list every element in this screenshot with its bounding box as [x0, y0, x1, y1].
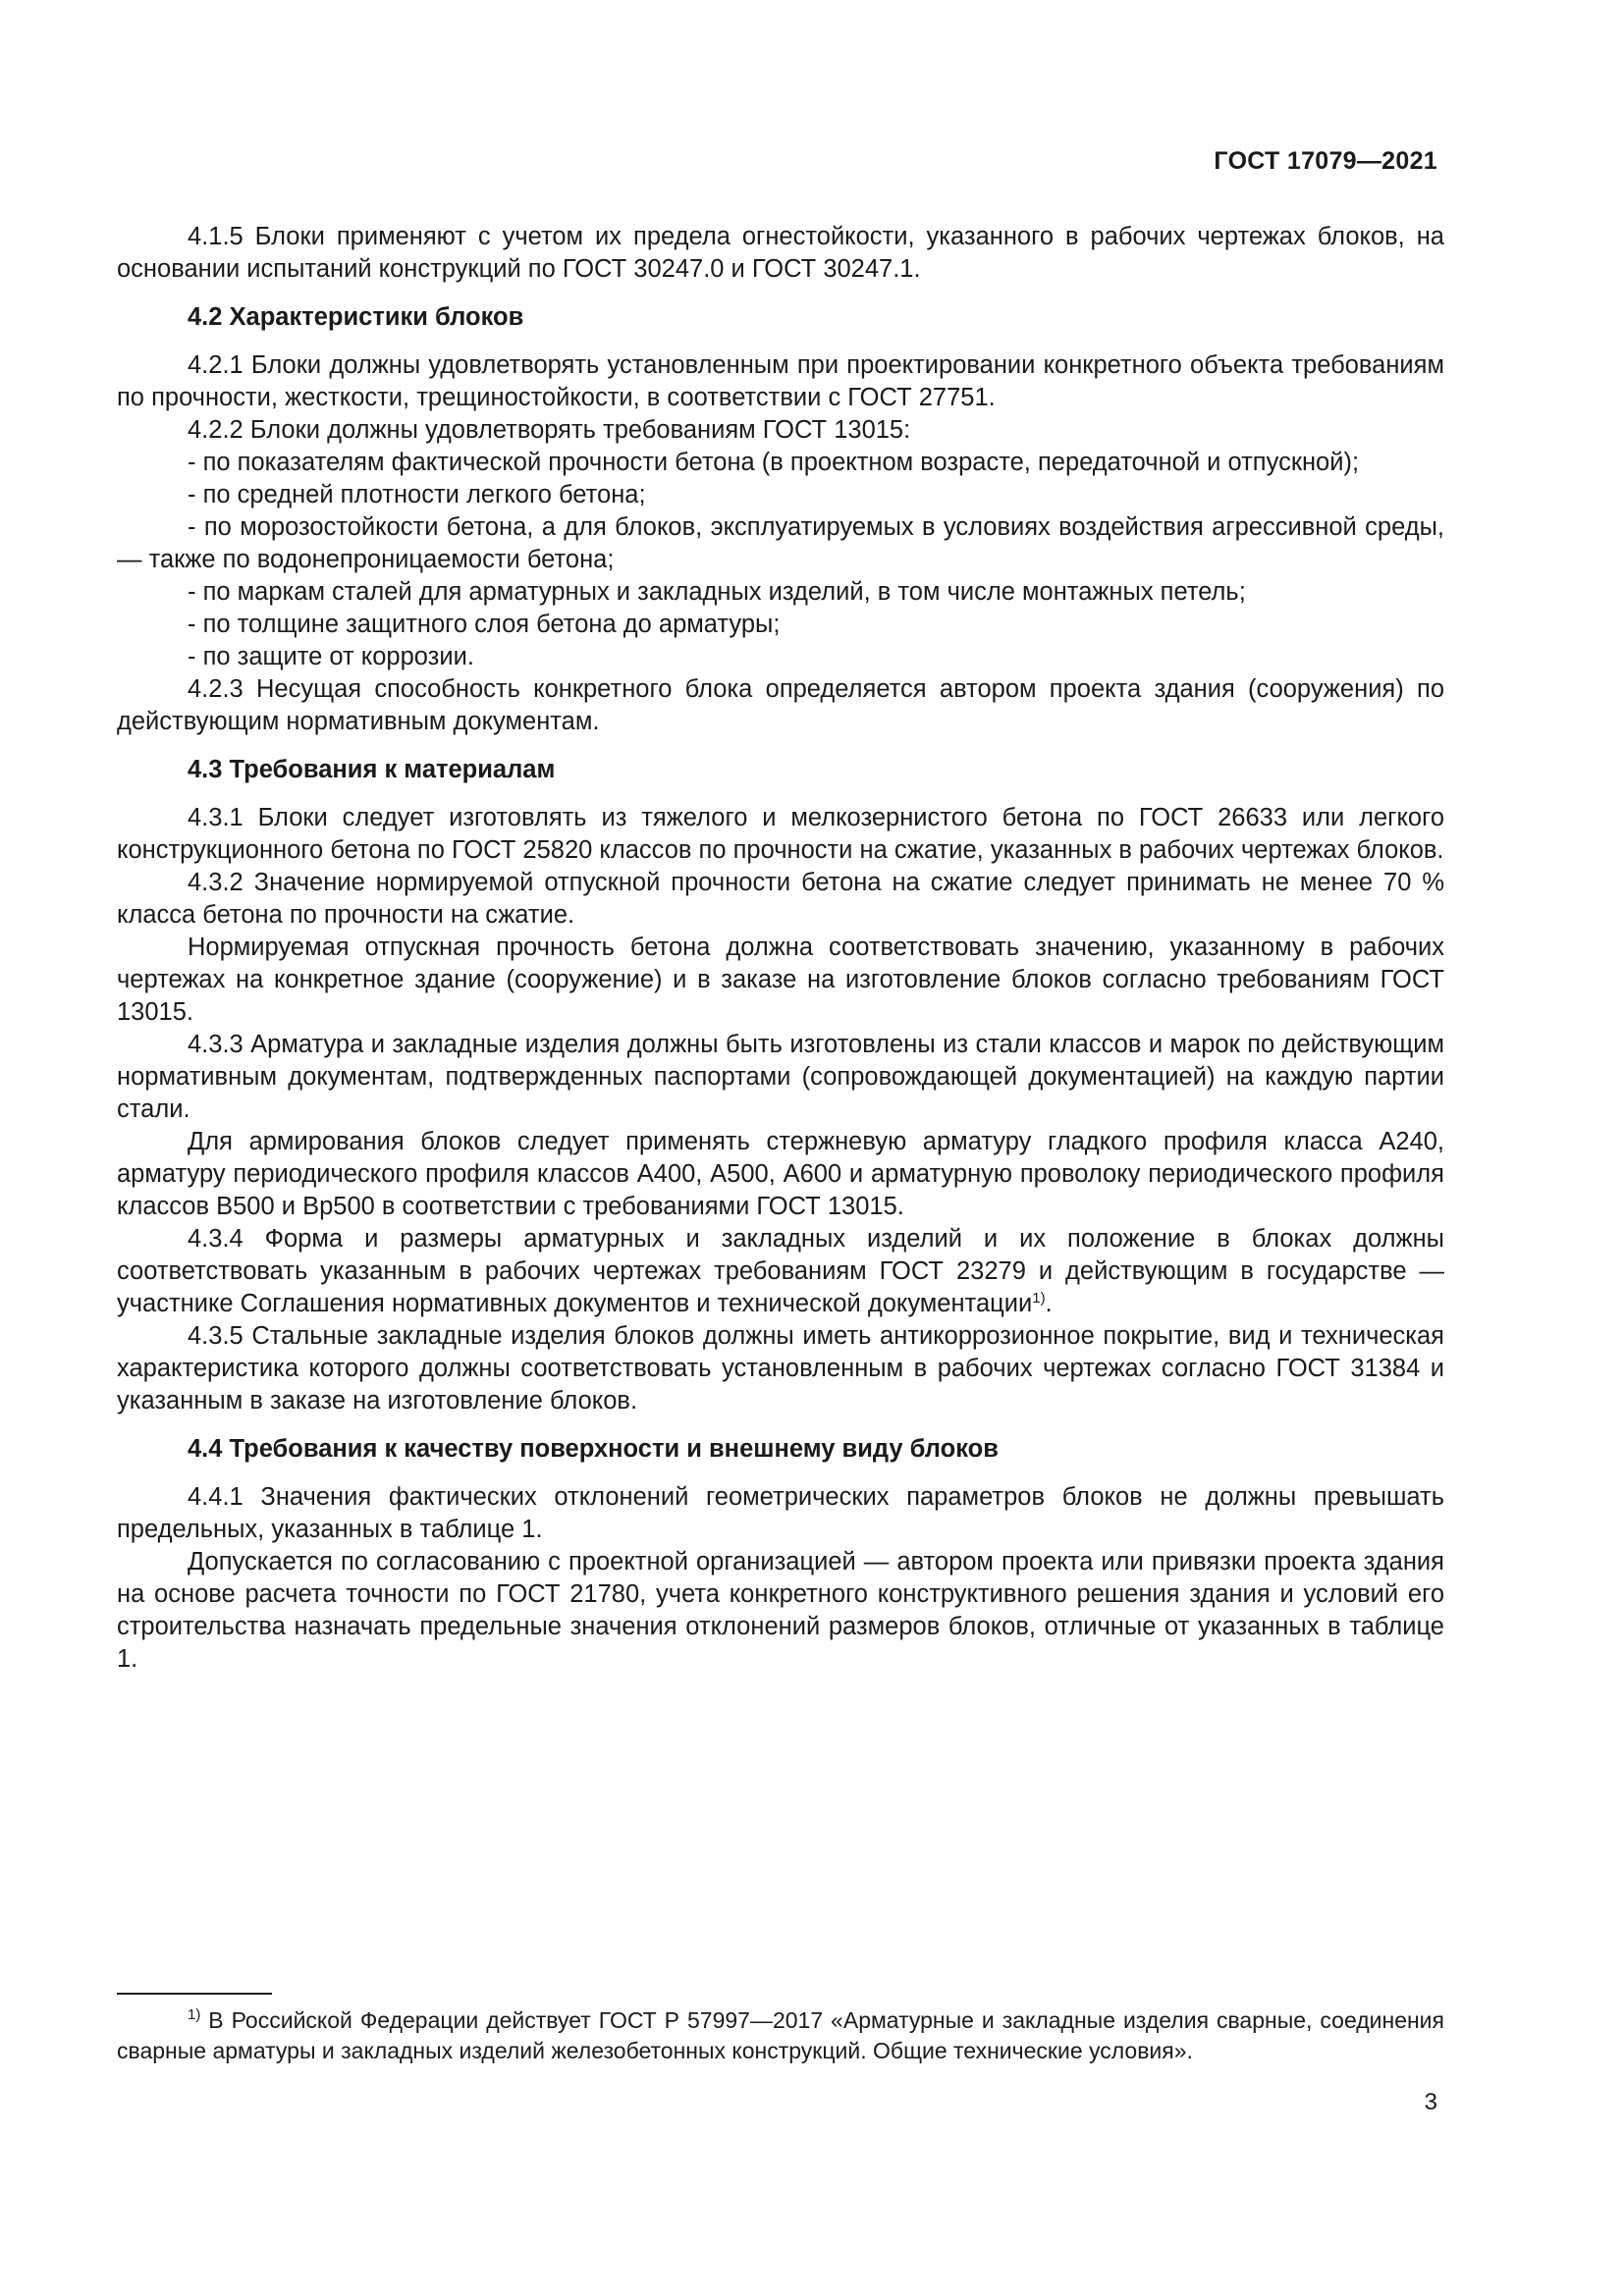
paragraph-4-4-1: 4.4.1 Значения фактических отклонений геометрических параметров блоков не должны превышать предельных, указанных в таблице 1.: [117, 1483, 1444, 1543]
footnote-text: В Российской Федерации действует ГОСТ Р 57997—2017 «Арматурные и закладные изделия сварные, соединения сварные арматуры и закладных изделий железобетонных конструкций. Общие технические условия».: [117, 2007, 1444, 2063]
document-code: ГОСТ 17079—2021: [1214, 147, 1437, 175]
footnote-mark: 1): [188, 2006, 201, 2023]
section-heading-4-4: 4.4 Требования к качеству поверхности и внешнему виду блоков: [188, 1435, 999, 1463]
list-item: - по средней плотности легкого бетона;: [188, 481, 646, 508]
list-item: - по показателям фактической прочности бетона (в проектном возрасте, передаточной и отпускной);: [188, 449, 1360, 476]
footnote-reference[interactable]: 1): [1032, 1290, 1046, 1307]
section-heading-4-2: 4.2 Характеристики блоков: [188, 303, 524, 331]
footnote-divider: [117, 1993, 272, 1995]
paragraph-4-1-5: 4.1.5 Блоки применяют с учетом их предела огнестойкости, указанного в рабочих чертежах блоков, на основании испытаний конструкций по ГОСТ 30247.0 и ГОСТ 30247.1.: [117, 223, 1444, 283]
paragraph-4-3-5: 4.3.5 Стальные закладные изделия блоков должны иметь антикоррозионное покрытие, вид и техническая характеристика которого должны соответствовать установленным в рабочих чертежах согласно ГОСТ 31384 и указанным в заказе на изготовление блоков.: [117, 1322, 1444, 1415]
footnote: [117, 2005, 1444, 2066]
paragraph-4-3-4-end: .: [1045, 1290, 1053, 1317]
paragraph-4-3-4: [117, 1223, 1444, 1320]
paragraph-4-2-3: 4.2.3 Несущая способность конкретного блока определяется автором проекта здания (сооружения) по действующим нормативным документам.: [117, 675, 1444, 735]
paragraph-4-2-1: 4.2.1 Блоки должны удовлетворять установленным при проектировании конкретного объекта требованиям по прочности, жесткости, трещиностойкости, в соответствии с ГОСТ 27751.: [117, 351, 1444, 411]
page-number: 3: [1424, 2089, 1437, 2115]
paragraph-4-3-2-continued: Нормируемая отпускная прочность бетона должна соответствовать значению, указанному в рабочих чертежах на конкретное здание (сооружение) и в заказе на изготовление блоков согласно требованиям ГОСТ 13015.: [117, 934, 1444, 1026]
paragraph-4-2-2: 4.2.2 Блоки должны удовлетворять требованиям ГОСТ 13015:: [188, 416, 911, 444]
list-item: - по маркам сталей для арматурных и закладных изделий, в том числе монтажных петель;: [188, 578, 1246, 606]
section-heading-4-3: 4.3 Требования к материалам: [188, 756, 556, 783]
list-item: - по морозостойкости бетона, а для блоков, эксплуатируемых в условиях воздействия агрессивной среды, — также по водонепроницаемости бетона;: [117, 513, 1444, 573]
paragraph-4-3-1: 4.3.1 Блоки следует изготовлять из тяжелого и мелкозернистого бетона по ГОСТ 26633 или легкого конструкционного бетона по ГОСТ 25820 классов по прочности на сжатие, указанных в рабочих чертежах блоков.: [117, 804, 1444, 864]
document-body: [117, 221, 1444, 1676]
paragraph-4-3-3-continued: Для армирования блоков следует применять стержневую арматуру гладкого профиля класса А240, арматуру периодического профиля классов А400, А500, А600 и арматурную проволоку периодического профиля классов В500 и Вр500 в соответствии с требованиями ГОСТ 13015.: [117, 1128, 1444, 1220]
paragraph-4-3-4-text: 4.3.4 Форма и размеры арматурных и закладных изделий и их положение в блоках должны соответствовать указанным в рабочих чертежах требованиям ГОСТ 23279 и действующим в государстве — участнике Соглашения нормативных документов и технической документации: [117, 1225, 1444, 1317]
list-item: - по защите от коррозии.: [188, 643, 474, 670]
paragraph-4-3-3: 4.3.3 Арматура и закладные изделия должны быть изготовлены из стали классов и марок по действующим нормативным документам, подтвержденных паспортами (сопровождающей документацией) на каждую партии стали.: [117, 1031, 1444, 1123]
paragraph-4-4-1-continued: Допускается по согласованию с проектной организацией — автором проекта или привязки проекта здания на основе расчета точности по ГОСТ 21780, учета конкретного конструктивного решения здания и условий его строительства назначать предельные значения отклонений размеров блоков, отличные от указанных в таблице 1.: [117, 1548, 1444, 1673]
list-item: - по толщине защитного слоя бетона до арматуры;: [188, 611, 781, 638]
paragraph-4-3-2: 4.3.2 Значение нормируемой отпускной прочности бетона на сжатие следует принимать не менее 70 % класса бетона по прочности на сжатие.: [117, 869, 1444, 929]
